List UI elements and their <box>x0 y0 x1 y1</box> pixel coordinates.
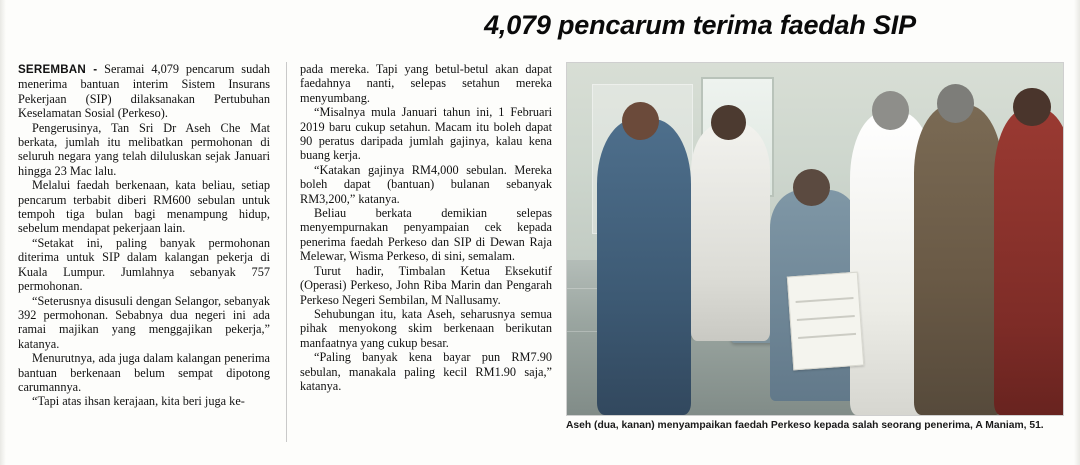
dateline: SEREMBAN - <box>18 63 98 76</box>
paragraph: “Seterusnya disusuli dengan Selangor, sebanyak 392 permohonan. Sebabnya dua negeri ini ada ramai majikan yang menggajikan pekerja,” katanya. <box>18 293 270 351</box>
column-divider <box>286 62 287 442</box>
paragraph: “Tapi atas ihsan kerajaan, kita beri juga ke- <box>32 394 245 409</box>
page-edge-right <box>1074 0 1080 465</box>
paragraph: Menurutnya, ada juga dalam kalangan penerima bantuan berkenaan belum sempat dipotong carumannya. <box>18 351 270 394</box>
paragraph: Beliau berkata demikian selepas menyempurnakan penyampaian cek kepada penerima faedah Perkeso dan SIP di Dewan Raja Melewar, Wisma Perkeso, di sini, semalam. <box>300 206 552 264</box>
article-column-left <box>18 62 270 442</box>
paragraph-text: Seramai 4,079 pencarum sudah menerima bantuan interim Sistem Insurans Pekerjaan (SIP) dilaksanakan Pertubuhan Keselamatan Sosial (Perkeso). <box>18 62 270 121</box>
paragraph: “Paling banyak kena bayar pun RM7.90 sebulan, manakala paling kecil RM1.90 saja,” katanya. <box>300 350 552 393</box>
photo-caption: Aseh (dua, kanan) menyampaikan faedah Perkeso kepada salah seorang penerima, A Maniam, 51. <box>566 420 1044 431</box>
photo-head <box>937 84 974 123</box>
photo-head <box>793 169 830 206</box>
paragraph: pada mereka. Tapi yang betul-betul akan dapat faedahnya nanti, selepas setahun mereka menyumbang. <box>300 62 552 105</box>
photo-person-batik <box>914 105 1003 415</box>
photo-person-red <box>994 109 1064 415</box>
photo-head <box>711 105 746 140</box>
photo-cheque <box>787 272 865 370</box>
photo-person-white-left <box>691 123 770 341</box>
paragraph: “Katakan gajinya RM4,000 sebulan. Mereka boleh dapat (bantuan) bulanan sebanyak RM3,200,” katanya. <box>300 162 552 206</box>
paragraph: Turut hadir, Timbalan Ketua Eksekutif (Operasi) Perkeso, John Riba Marin dan Pengarah Perkeso Negeri Sembilan, M Nallusamy. <box>300 263 552 307</box>
photo-image <box>567 63 1063 415</box>
paragraph: Pengerusinya, Tan Sri Dr Aseh Che Mat berkata, jumlah itu melibatkan permohonan di seluruh negara yang telah diluluskan sejak Januari hingga 23 Mac lalu. <box>18 120 270 178</box>
page-edge-left <box>0 0 6 465</box>
photo-head <box>1013 88 1050 127</box>
paragraph: “Misalnya mula Januari tahun ini, 1 Februari 2019 baru cukup setahun. Macam itu boleh dapat 90 peratus daripada jumlah gajinya, kalau kena buang kerja. <box>300 105 552 163</box>
paragraph: “Setakat ini, paling banyak permohonan diterima untuk SIP dalam kalangan pekerja di Kuala Lumpur. Jumlahnya sebanyak 757 permohonan. <box>18 235 270 294</box>
article-photo <box>566 62 1064 416</box>
paragraph: Sehubungan itu, kata Aseh, seharusnya semua pihak menyokong skim berkenaan berikutan manfaatnya yang cukup besar. <box>300 306 552 350</box>
article-column-right <box>300 62 552 442</box>
photo-head <box>622 102 659 141</box>
paragraph: Melalui faedah berkenaan, kata beliau, setiap pencarum terbabit diberi RM600 sebulan untuk tempoh tiga bulan bagi menampung hidup, sebelum mendapat pekerjaan lain. <box>18 178 270 236</box>
page-title: 4,079 pencarum terima faedah SIP <box>484 10 916 40</box>
article-body <box>18 62 558 442</box>
photo-head <box>872 91 909 130</box>
photo-person-blue <box>597 119 691 415</box>
paragraph <box>18 62 270 121</box>
